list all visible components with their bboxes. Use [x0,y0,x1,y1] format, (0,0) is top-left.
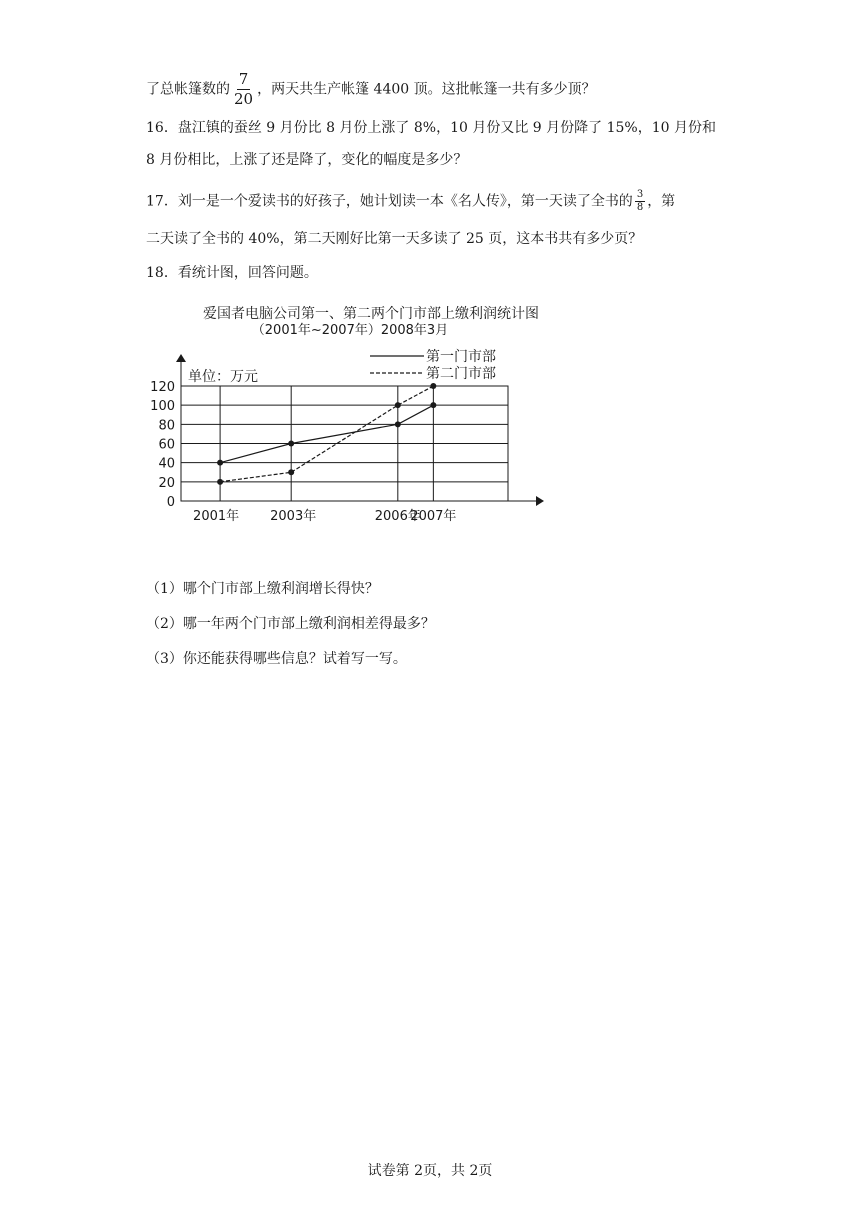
data-point-series-2 [288,469,294,475]
q17-line2: 二天读了全书的 40%，第二天刚好比第一天多读了 25 页，这本书共有多少页？ [146,231,643,247]
q18-sub2: （2）哪一年两个门市部上缴利润相差得最多？ [146,616,435,632]
page-footer: 试卷第 2页，共 2页 [367,1163,493,1179]
q17-fraction-numerator: 3 [636,189,644,200]
legend-label-2: 第二门市部 [426,366,496,382]
data-point-series-1 [430,402,436,408]
y-tick-label: 40 [158,456,175,472]
y-tick-label: 120 [150,380,175,395]
data-point-series-1 [288,441,294,447]
q17-suffix: ，第 [647,193,676,210]
legend-label-1: 第一门市部 [426,349,496,365]
chart-series [217,383,436,485]
y-tick-label: 20 [158,475,175,491]
q17-fraction [635,190,645,213]
x-tick-label: 2001年 [193,509,240,524]
q15-suffix: ，两天共生产帐篷 4400 顶。这批帐篷一共有多少顶？ [257,81,596,98]
q15-fraction-numerator: 7 [238,70,249,88]
chart-legend [370,349,496,382]
q17-fraction-denominator: 8 [636,202,644,213]
y-tick-label: 0 [166,495,175,510]
q17-prefix: 17．刘一是一个爱读书的好孩子，她计划读一本《名人传》，第一天读了全书的 [146,193,633,210]
chart-unit-label: 单位：万元 [188,369,258,385]
data-point-series-1 [395,421,401,427]
x-axis-arrow [536,496,544,506]
y-axis-arrow [176,354,186,362]
data-point-series-2 [217,479,223,485]
data-point-series-2 [430,383,436,389]
data-point-series-1 [217,460,223,466]
q18-sub1: （1）哪个门市部上缴利润增长得快？ [146,581,379,597]
q15-prefix: 了总帐篷数的 [146,81,230,98]
chart-title: 爱国者电脑公司第一、第二两个门市部上缴利润统计图 [203,306,539,322]
q17-line1 [146,190,675,213]
chart-subtitle: （2001年~2007年）2008年3月 [251,323,449,338]
q15-fraction-denominator: 20 [234,90,254,108]
y-tick-label: 60 [158,437,175,453]
q16-line2: 8 月份相比，上涨了还是降了，变化的幅度是多少？ [146,152,468,168]
x-tick-label: 2006年 [374,509,421,524]
q15-tail-line [146,72,596,107]
profit-line-chart [148,298,548,530]
series-line-2 [220,386,433,482]
x-tick-label: 2007年 [410,509,457,524]
y-tick-label: 80 [158,418,175,434]
q18-sub3: （3）你还能获得哪些信息？试着写一写。 [146,651,407,667]
q15-fraction [232,72,255,107]
q18-heading: 18．看统计图，回答问题。 [146,265,318,281]
y-tick-label: 100 [150,399,175,415]
series-line-1 [220,405,433,463]
x-tick-label: 2003年 [270,509,317,524]
chart-grid [181,386,508,501]
q16-line1: 16．盘江镇的蚕丝 9 月份比 8 月份上涨了 8%，10 月份又比 9 月份降了 15%，10 月份和 [146,120,716,136]
data-point-series-2 [395,402,401,408]
